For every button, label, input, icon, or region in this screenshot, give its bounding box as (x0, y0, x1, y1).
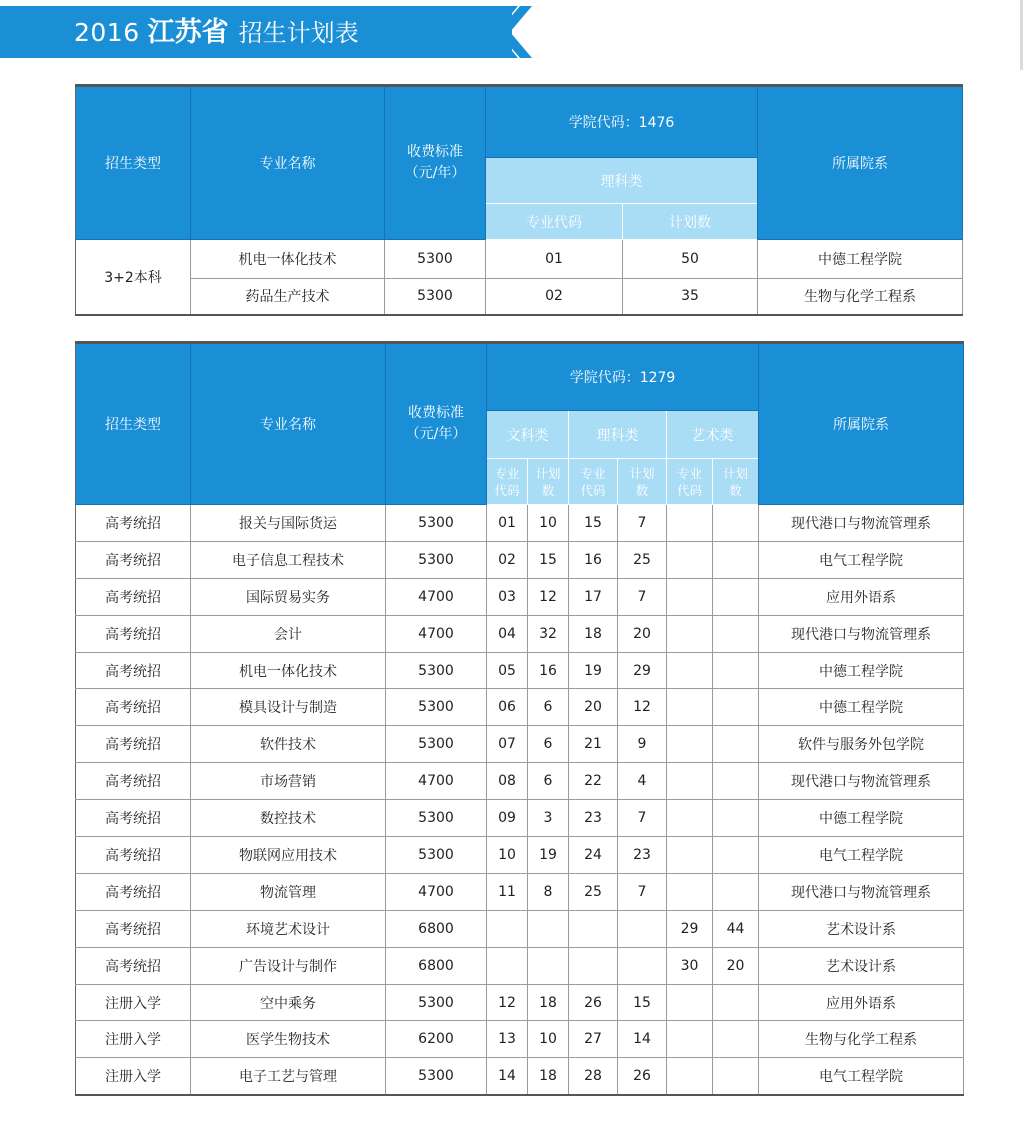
plan-count-cell: 35 (623, 279, 758, 315)
department-cell: 现代港口与物流管理系 (759, 873, 964, 910)
art-count-cell (713, 726, 759, 763)
enroll-type-cell: 高考统招 (76, 910, 191, 947)
science-count-cell: 20 (618, 615, 667, 652)
header-department: 所属院系 (758, 86, 963, 240)
art-code-cell (667, 615, 713, 652)
enroll-type-cell: 高考统招 (76, 652, 191, 689)
department-cell: 生物与化学工程系 (758, 279, 963, 315)
arts-count-cell: 12 (528, 578, 569, 615)
art-code-cell (667, 505, 713, 542)
header-banner (0, 6, 512, 58)
arts-count-cell (528, 910, 569, 947)
table-row (76, 240, 963, 279)
science-count-cell (618, 947, 667, 984)
enroll-type-cell: 高考统招 (76, 505, 191, 542)
table-row (76, 615, 964, 652)
art-count-cell (713, 652, 759, 689)
science-code-cell: 23 (569, 800, 618, 837)
art-count-cell (713, 763, 759, 800)
admission-plan-table-1279 (75, 341, 964, 1096)
fee-cell: 6800 (386, 910, 487, 947)
art-count-cell (713, 837, 759, 874)
header-science-category: 理科类 (569, 411, 667, 459)
arts-count-cell: 18 (528, 984, 569, 1021)
arts-count-cell: 10 (528, 1021, 569, 1058)
fee-cell: 5300 (386, 652, 487, 689)
table1-header-row-1 (76, 86, 963, 158)
major-cell: 软件技术 (191, 726, 386, 763)
major-cell: 空中乘务 (191, 984, 386, 1021)
arts-code-cell: 01 (487, 505, 528, 542)
major-cell: 药品生产技术 (191, 279, 385, 315)
major-cell: 模具设计与制造 (191, 689, 386, 726)
table2-header-row-1 (76, 343, 964, 411)
art-count-cell (713, 541, 759, 578)
fee-cell: 5300 (385, 279, 486, 315)
header-college-code: 学院代码：1476 (486, 86, 758, 158)
art-code-cell (667, 689, 713, 726)
fee-cell: 6200 (386, 1021, 487, 1058)
science-count-cell: 14 (618, 1021, 667, 1058)
table-row (76, 984, 964, 1021)
header-department: 所属院系 (759, 343, 964, 505)
major-cell: 市场营销 (191, 763, 386, 800)
art-count-cell (713, 800, 759, 837)
major-cell: 机电一体化技术 (191, 652, 386, 689)
header-science-major-code: 专业 代码 (569, 459, 618, 505)
arts-code-cell: 12 (487, 984, 528, 1021)
department-cell: 电气工程学院 (759, 1058, 964, 1095)
header-plan-count: 计划数 (623, 204, 758, 240)
fee-cell: 4700 (386, 763, 487, 800)
major-cell: 电子信息工程技术 (191, 541, 386, 578)
science-count-cell: 7 (618, 505, 667, 542)
enroll-type-cell: 3+2本科 (76, 240, 191, 315)
table-row (76, 837, 964, 874)
arts-code-cell: 13 (487, 1021, 528, 1058)
header-major-name: 专业名称 (191, 343, 386, 505)
enroll-type-cell: 注册入学 (76, 984, 191, 1021)
science-code-cell: 27 (569, 1021, 618, 1058)
fee-cell: 5300 (386, 800, 487, 837)
science-count-cell: 7 (618, 578, 667, 615)
header-college-code: 学院代码：1279 (487, 343, 759, 411)
science-count-cell: 26 (618, 1058, 667, 1095)
department-cell: 艺术设计系 (759, 947, 964, 984)
art-count-cell (713, 1058, 759, 1095)
art-code-cell (667, 541, 713, 578)
art-count-cell (713, 873, 759, 910)
arts-code-cell: 03 (487, 578, 528, 615)
arts-code-cell: 05 (487, 652, 528, 689)
double-chevron-left-icon (484, 6, 534, 58)
science-count-cell: 29 (618, 652, 667, 689)
arts-code-cell: 09 (487, 800, 528, 837)
department-cell: 艺术设计系 (759, 910, 964, 947)
arts-code-cell: 08 (487, 763, 528, 800)
header-enroll-type: 招生类型 (76, 343, 191, 505)
major-cell: 国际贸易实务 (191, 578, 386, 615)
arts-count-cell: 6 (528, 689, 569, 726)
enroll-type-cell: 高考统招 (76, 726, 191, 763)
science-count-cell: 4 (618, 763, 667, 800)
department-cell: 软件与服务外包学院 (759, 726, 964, 763)
arts-count-cell: 32 (528, 615, 569, 652)
arts-code-cell (487, 910, 528, 947)
art-count-cell: 44 (713, 910, 759, 947)
art-code-cell (667, 726, 713, 763)
fee-cell: 5300 (386, 984, 487, 1021)
title-text: 招生计划表 (238, 19, 359, 47)
header-enroll-type: 招生类型 (76, 86, 191, 240)
arts-code-cell: 02 (487, 541, 528, 578)
science-code-cell: 26 (569, 984, 618, 1021)
fee-cell: 6800 (386, 947, 487, 984)
major-cell: 数控技术 (191, 800, 386, 837)
admission-plan-table-1476 (75, 84, 963, 316)
science-count-cell: 15 (618, 984, 667, 1021)
department-cell: 电气工程学院 (759, 837, 964, 874)
table-row (76, 505, 964, 542)
table-row (76, 652, 964, 689)
table-row (76, 873, 964, 910)
art-code-cell (667, 837, 713, 874)
major-cell: 环境艺术设计 (191, 910, 386, 947)
art-count-cell (713, 578, 759, 615)
table-row (76, 1021, 964, 1058)
header-arts-category: 文科类 (487, 411, 569, 459)
enroll-type-cell: 高考统招 (76, 947, 191, 984)
arts-count-cell: 8 (528, 873, 569, 910)
art-code-cell (667, 763, 713, 800)
department-cell: 应用外语系 (759, 984, 964, 1021)
science-count-cell (618, 910, 667, 947)
major-cell: 医学生物技术 (191, 1021, 386, 1058)
fee-cell: 5300 (386, 541, 487, 578)
table-row (76, 800, 964, 837)
title-province: 江苏省 (147, 17, 229, 48)
art-code-cell: 30 (667, 947, 713, 984)
arts-code-cell: 10 (487, 837, 528, 874)
art-count-cell (713, 689, 759, 726)
science-code-cell (569, 910, 618, 947)
art-code-cell (667, 1058, 713, 1095)
arts-code-cell: 14 (487, 1058, 528, 1095)
table2-body (76, 505, 964, 1095)
science-count-cell: 12 (618, 689, 667, 726)
header-major-code: 专业代码 (486, 204, 623, 240)
department-cell: 中德工程学院 (759, 800, 964, 837)
science-code-cell: 24 (569, 837, 618, 874)
arts-count-cell: 18 (528, 1058, 569, 1095)
arts-code-cell: 11 (487, 873, 528, 910)
department-cell: 中德工程学院 (759, 652, 964, 689)
art-count-cell (713, 615, 759, 652)
header-art-major-code: 专业 代码 (667, 459, 713, 505)
arts-count-cell: 6 (528, 763, 569, 800)
arts-code-cell: 07 (487, 726, 528, 763)
art-count-cell (713, 505, 759, 542)
art-code-cell (667, 984, 713, 1021)
science-code-cell: 19 (569, 652, 618, 689)
enroll-type-cell: 高考统招 (76, 837, 191, 874)
table-row (76, 689, 964, 726)
major-cell: 物流管理 (191, 873, 386, 910)
art-code-cell (667, 652, 713, 689)
science-code-cell: 25 (569, 873, 618, 910)
art-count-cell: 20 (713, 947, 759, 984)
header-science-category: 理科类 (486, 158, 758, 204)
page-title (74, 16, 359, 50)
science-code-cell: 20 (569, 689, 618, 726)
fee-cell: 5300 (386, 726, 487, 763)
science-code-cell: 15 (569, 505, 618, 542)
art-code-cell (667, 578, 713, 615)
header-fee: 收费标准 （元/年） (386, 343, 487, 505)
department-cell: 电气工程学院 (759, 541, 964, 578)
major-cell: 机电一体化技术 (191, 240, 385, 279)
enroll-type-cell: 高考统招 (76, 615, 191, 652)
art-code-cell: 29 (667, 910, 713, 947)
table-row (76, 910, 964, 947)
science-code-cell: 16 (569, 541, 618, 578)
plan-count-cell: 50 (623, 240, 758, 279)
department-cell: 现代港口与物流管理系 (759, 763, 964, 800)
fee-cell: 4700 (386, 615, 487, 652)
enroll-type-cell: 注册入学 (76, 1058, 191, 1095)
department-cell: 现代港口与物流管理系 (759, 505, 964, 542)
title-year: 2016 (74, 18, 140, 47)
arts-code-cell: 06 (487, 689, 528, 726)
arts-count-cell: 15 (528, 541, 569, 578)
major-code-cell: 01 (486, 240, 623, 279)
major-cell: 电子工艺与管理 (191, 1058, 386, 1095)
department-cell: 现代港口与物流管理系 (759, 615, 964, 652)
science-count-cell: 7 (618, 800, 667, 837)
science-code-cell (569, 947, 618, 984)
enroll-type-cell: 高考统招 (76, 763, 191, 800)
arts-code-cell (487, 947, 528, 984)
table-row (76, 578, 964, 615)
fee-cell: 4700 (386, 873, 487, 910)
header-art-category: 艺术类 (667, 411, 759, 459)
fee-cell: 4700 (386, 578, 487, 615)
science-count-cell: 7 (618, 873, 667, 910)
science-code-cell: 17 (569, 578, 618, 615)
science-count-cell: 23 (618, 837, 667, 874)
fee-cell: 5300 (385, 240, 486, 279)
science-code-cell: 28 (569, 1058, 618, 1095)
art-count-cell (713, 984, 759, 1021)
arts-count-cell: 6 (528, 726, 569, 763)
header-art-plan-count: 计划 数 (713, 459, 759, 505)
header-science-plan-count: 计划 数 (618, 459, 667, 505)
enroll-type-cell: 高考统招 (76, 800, 191, 837)
header-major-name: 专业名称 (191, 86, 385, 240)
fee-cell: 5300 (386, 505, 487, 542)
science-count-cell: 9 (618, 726, 667, 763)
header-fee: 收费标准 （元/年） (385, 86, 486, 240)
arts-count-cell: 3 (528, 800, 569, 837)
fee-cell: 5300 (386, 1058, 487, 1095)
arts-count-cell (528, 947, 569, 984)
department-cell: 生物与化学工程系 (759, 1021, 964, 1058)
major-cell: 报关与国际货运 (191, 505, 386, 542)
table-row (76, 726, 964, 763)
enroll-type-cell: 高考统招 (76, 873, 191, 910)
arts-count-cell: 10 (528, 505, 569, 542)
table-row (76, 763, 964, 800)
major-code-cell: 02 (486, 279, 623, 315)
science-code-cell: 18 (569, 615, 618, 652)
header-arts-major-code: 专业 代码 (487, 459, 528, 505)
enroll-type-cell: 高考统招 (76, 541, 191, 578)
table-row (76, 279, 963, 315)
major-cell: 广告设计与制作 (191, 947, 386, 984)
table-row (76, 947, 964, 984)
art-code-cell (667, 800, 713, 837)
art-count-cell (713, 1021, 759, 1058)
science-count-cell: 25 (618, 541, 667, 578)
science-code-cell: 21 (569, 726, 618, 763)
table-row (76, 1058, 964, 1095)
art-code-cell (667, 873, 713, 910)
department-cell: 中德工程学院 (758, 240, 963, 279)
enroll-type-cell: 高考统招 (76, 578, 191, 615)
art-code-cell (667, 1021, 713, 1058)
fee-cell: 5300 (386, 689, 487, 726)
major-cell: 物联网应用技术 (191, 837, 386, 874)
department-cell: 中德工程学院 (759, 689, 964, 726)
science-code-cell: 22 (569, 763, 618, 800)
arts-count-cell: 16 (528, 652, 569, 689)
arts-count-cell: 19 (528, 837, 569, 874)
table-row (76, 541, 964, 578)
enroll-type-cell: 注册入学 (76, 1021, 191, 1058)
fee-cell: 5300 (386, 837, 487, 874)
arts-code-cell: 04 (487, 615, 528, 652)
header-arts-plan-count: 计划 数 (528, 459, 569, 505)
department-cell: 应用外语系 (759, 578, 964, 615)
major-cell: 会计 (191, 615, 386, 652)
enroll-type-cell: 高考统招 (76, 689, 191, 726)
